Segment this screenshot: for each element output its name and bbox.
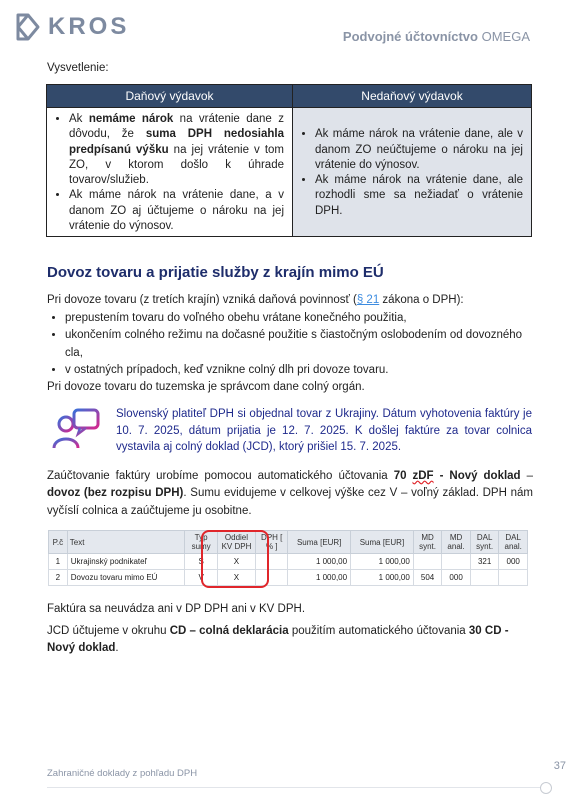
cell: S [185, 554, 217, 570]
right-header: Nedaňový výdavok [293, 85, 532, 108]
cell [413, 554, 442, 570]
right-cell [293, 108, 532, 237]
product-name-rest: OMEGA [477, 29, 530, 44]
text-span: Ak [69, 113, 89, 125]
bold-span: CD – colná deklarácia [169, 625, 289, 637]
col-header: DAL anal. [499, 531, 528, 554]
text-span: na jej vrátenie v tom ZO, v ktorom došlo k úhrade tovarov/služieb. [69, 143, 284, 187]
cell: X [217, 554, 255, 570]
bullet-list [47, 310, 533, 379]
bold-span: - Nový doklad [433, 470, 521, 482]
cell: 1 [49, 554, 68, 570]
cell: 2 [49, 570, 68, 586]
left-header: Daňový výdavok [47, 85, 293, 108]
col-header: DPH [ % ] [256, 531, 288, 554]
col-header: Suma [EUR] [351, 531, 414, 554]
cell: 321 [470, 554, 499, 570]
footer-divider [47, 787, 545, 788]
col-header: Typ sumy [185, 531, 217, 554]
left-item-2: • Ak máme nárok na vrátenie dane, a v danom ZO aj účtujeme o nároku na jej vrátenie do výnosov. [69, 188, 284, 234]
example-note: Slovenský platiteľ DPH si objednal tovar z Ukrajiny. Dátum vyhotovenia faktúry je 10. 7. 2025, dátum prijatia je 12. 7. 2025. K došlej faktúre za tovar colnica vystavila aj colný doklad (JCD), ktorý prišiel 15. 7. 2025. [116, 408, 532, 454]
list-item: • ukončením colného režimu na dočasné použitie s čiastočným oslobodením od dovozného cla, [65, 327, 533, 362]
highlight-circle [201, 530, 269, 588]
page-number: 37 [553, 760, 566, 772]
col-header: Text [67, 531, 185, 554]
col-header: MD synt. [413, 531, 442, 554]
logo-text: KROS [48, 13, 130, 40]
text-span: . Sumu evidujeme v celkovej výške cez V – voľný základ. DPH nám vyčíslí colnica a zaúčtujeme ju osobitne. [47, 487, 533, 517]
cell: 1 000,00 [351, 570, 414, 586]
comparison-table [46, 84, 532, 237]
text-span: na vrátenie dane z dôvodu, že [69, 113, 284, 141]
posting-grid [48, 530, 528, 586]
cell: 1 000,00 [351, 554, 414, 570]
list-item: • prepustením tovaru do voľného obehu vrátane konečného použitia, [65, 310, 533, 327]
chat-people-icon [50, 406, 102, 454]
text-span: – [520, 470, 533, 482]
bold-span: suma DPH nedosiahla predpísanú výšku [69, 128, 284, 156]
explanation-label: Vysvetlenie: [47, 62, 109, 74]
bold-span: zDF [412, 470, 434, 482]
left-item-1 [69, 112, 284, 188]
kros-logo-icon [14, 13, 42, 41]
col-header: DAL synt. [470, 531, 499, 554]
cell: 504 [413, 570, 442, 586]
text-span: Pri dovoze tovaru (z tretích krajín) vzniká daňová povinnosť ( [47, 294, 357, 306]
footer-dot-icon [540, 782, 552, 794]
section-title: Dovoz tovaru a prijatie služby z krajín mimo EÚ [47, 264, 384, 281]
posting-paragraph [47, 468, 533, 520]
cell: 000 [442, 570, 471, 586]
text-span: JCD účtujeme v okruhu [47, 625, 170, 637]
bold-span: nemáme nárok [88, 113, 174, 125]
bold-span: 70 [393, 470, 413, 482]
cell [499, 570, 528, 586]
left-cell [47, 108, 293, 237]
admin-paragraph: Pri dovoze tovaru do tuzemska je správcom dane colný orgán. [47, 381, 365, 393]
intro-paragraph [47, 292, 533, 309]
cell [470, 570, 499, 586]
posting-grid-screenshot [48, 530, 528, 586]
bold-span: 30 CD - Nový doklad [47, 625, 509, 655]
col-header: Oddiel KV DPH [217, 531, 255, 554]
col-header: P.č [49, 531, 68, 554]
invoice-note: Faktúra sa neuvádza ani v DP DPH ani v KV DPH. [47, 603, 306, 615]
cell: 000 [499, 554, 528, 570]
cell [442, 554, 471, 570]
kros-logo [14, 13, 129, 41]
text-span: . [115, 642, 119, 655]
cell: 1 000,00 [288, 554, 351, 570]
col-header: MD anal. [442, 531, 471, 554]
law-link[interactable]: § 21 [356, 294, 380, 306]
col-header: Suma [EUR] [288, 531, 351, 554]
cell: V [185, 570, 217, 586]
jcd-paragraph [47, 623, 533, 658]
text-span: použitím automatického účtovania [288, 625, 469, 637]
text-span: Zaúčtovanie faktúry urobíme pomocou automatického účtovania [47, 470, 394, 482]
bold-span: dovoz (bez rozpisu DPH) [47, 487, 184, 500]
table-row[interactable] [49, 554, 528, 570]
cell: 1 000,00 [288, 570, 351, 586]
table-row[interactable] [49, 570, 528, 586]
product-name-bold: Podvojné účtovníctvo [342, 29, 478, 44]
cell: X [217, 570, 255, 586]
text-span: zákona o DPH): [379, 294, 464, 306]
right-item-1: • Ak máme nárok na vrátenie dane, ale v danom ZO neúčtujeme o nároku na jej vrátenie do výnosov. [315, 127, 523, 173]
list-item: • v ostatných prípadoch, keď vznikne colný dlh pri dovoze tovaru. [65, 362, 533, 379]
right-item-2: • Ak máme nárok na vrátenie dane, ale rozhodli sme sa nežiadať o vrátenie DPH. [315, 173, 523, 219]
product-name [343, 29, 530, 44]
cell: Ukrajinský podnikateľ [67, 554, 185, 570]
footer-title: Zahraničné doklady z pohľadu DPH [47, 768, 198, 779]
cell: Dovozu tovaru mimo EÚ [67, 570, 185, 586]
